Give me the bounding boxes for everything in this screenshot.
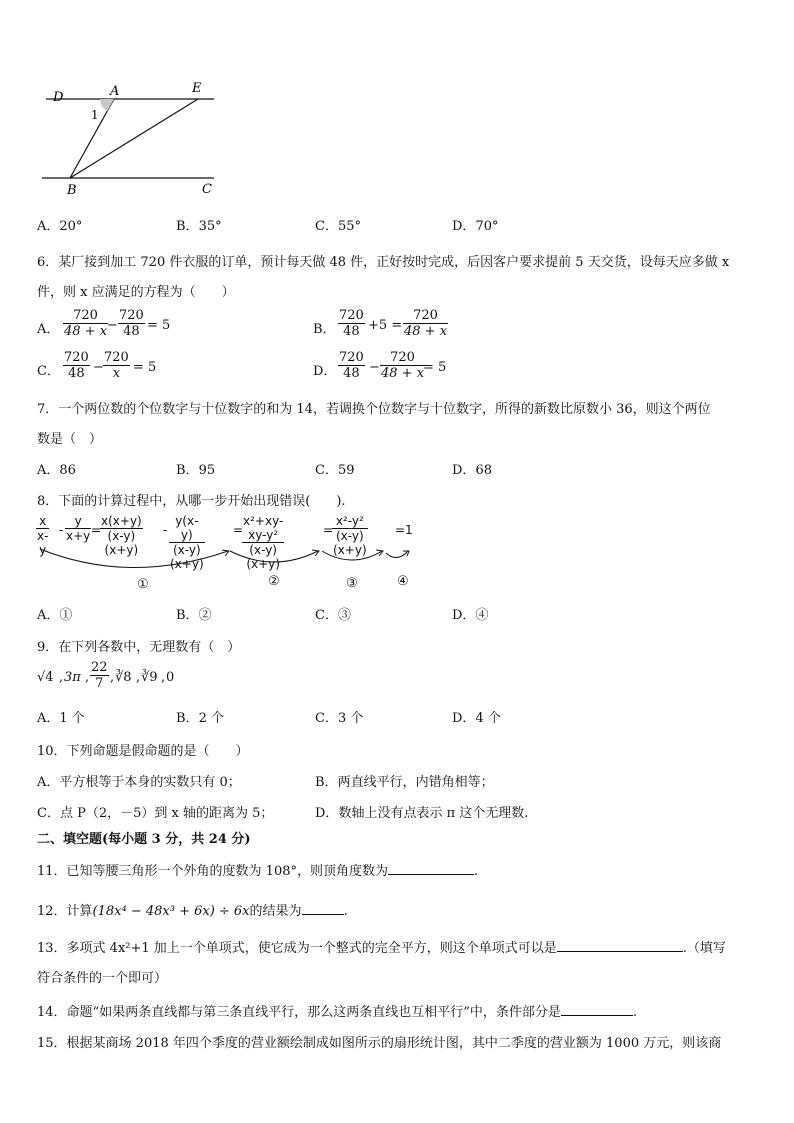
q9-sep-3: , [110,670,115,685]
q8-step-1: ① [137,577,149,592]
q11-end: . [474,864,479,879]
q5-option-a[interactable]: A．20° [37,219,83,234]
q8-step-3: ③ [346,576,358,591]
q8-option-b[interactable]: B．② [176,608,212,623]
q8-minus-1: - [59,523,64,537]
q6-c-eq: = 5 [133,360,157,375]
label-a: A [110,84,120,99]
geometry-figure [30,78,230,203]
q7-option-c[interactable]: C．59 [315,463,355,478]
q8-step-arrows [30,545,430,575]
q10-option-d[interactable]: D．数轴上没有点表示 π 这个无理数. [315,806,529,821]
q6-a-eq: = 5 [147,318,171,333]
q9-sqrt4: √4 [37,670,54,685]
q8-eq-3: = [323,523,334,537]
q6-c-letter: C． [37,364,60,379]
q6-b-plus-eq: +5 = [368,318,403,333]
q9-sep-1: , [59,670,64,685]
q6-stem-line-2: 件，则 x 应满足的方程为（ ） [37,285,235,300]
q7-option-d[interactable]: D．68 [452,463,492,478]
q8-step-4: ④ [397,574,409,589]
q14-end: . [632,1005,637,1020]
q5-option-c[interactable]: C．55° [315,219,361,234]
q11-line [37,860,478,879]
q9-option-c[interactable]: C．3 个 [315,711,364,726]
q8-frac-6: $\frac{\text{x²-y²}}{(x-y)(x+y)}$ [333,514,367,557]
q15-line-1: 15．根据某商场 2018 年四个季度的营业额绘制成如图所示的扇形统计图，其中二季度的营业额为 1000 万元，则该商 [37,1036,722,1051]
q6-b-frac-2: $\frac{720}{48 + x}$ [404,308,448,339]
q8-option-a[interactable]: A．① [37,608,73,623]
q14-answer-blank[interactable] [561,1003,633,1016]
q9-sep-2: , [85,670,90,685]
q8-step-2: ② [268,574,280,589]
segment-be [70,99,198,178]
q13-line-1 [37,937,726,956]
q9-zero: 0 [166,670,175,685]
arrow-step-2 [230,551,318,562]
q6-a-frac-1: $\frac{720}{48 + x}$ [64,308,108,339]
arrow-step-3 [322,551,382,560]
q7-option-b[interactable]: B．95 [176,463,216,478]
q8-frac-1: $\frac{x}{x-y}$ [37,514,49,557]
q8-eq-1: = [91,523,102,537]
q8-eq-4: =1 [395,523,413,537]
q12-line [37,900,348,919]
q6-a-minus: − [107,318,118,333]
q9-option-d[interactable]: D．4 个 [452,711,501,726]
q9-frac-22-7: $\frac{22}{7}$ [91,660,108,691]
label-e: E [192,81,202,96]
q11-answer-blank[interactable] [388,862,474,875]
q6-c-frac-2: $\frac{720}{x}$ [104,350,129,381]
q14-text: 14．命题“如果两条直线都与第三条直线平行，那么这两条直线也互相平行”中，条件部分是 [37,1005,561,1020]
q8-minus-2: - [163,523,168,537]
arrow-step-4 [386,551,408,558]
q7-stem-line-2: 数是（ ） [37,432,103,447]
label-angle-1: 1 [91,108,99,122]
q8-option-c[interactable]: C．③ [315,608,351,623]
q11-text: 11．已知等腰三角形一个外角的度数为 108°，则顶角度数为 [37,864,388,879]
q13-answer-blank[interactable] [557,939,683,952]
q14-line [37,1001,637,1020]
label-c: C [202,182,212,197]
q6-c-frac-1: $\frac{720}{48}$ [64,350,89,381]
q7-stem-line-1: 7．一个两位数的个位数字与十位数字的和为 14，若调换个位数字与十位数字，所得的新数比原数小 36，则这个两位 [37,402,711,417]
q9-sep-4: , [136,670,141,685]
angle-1-mark [100,99,114,111]
section-2-title: 二、填空题(每小题 3 分，共 24 分) [37,832,251,847]
q8-frac-2: $\frac{y}{x+y}$ [66,514,91,543]
q8-stem: 8．下面的计算过程中，从哪一步开始出现错误( ). [37,494,346,509]
arrow-step-1 [40,549,228,568]
q13-line1-end: .（填写 [682,941,726,956]
q10-stem: 10．下列命题是假命题的是（ ） [37,744,249,759]
q6-stem-line-1: 6．某厂接到加工 720 件衣服的订单，预计每天做 48 件，正好按时完成，后因客户要求提前 5 天交货，设每天应多做 x [37,255,730,270]
q6-c-minus: − [93,360,104,375]
q12-answer-blank[interactable] [302,902,344,915]
q5-option-d[interactable]: D．70° [452,219,499,234]
q13-line-2: 符合条件的一个即可） [37,971,168,986]
q8-option-d[interactable]: D．④ [452,608,489,623]
q9-sep-5: , [161,670,166,685]
q8-frac-3: $\frac{x(x+y)}{(x-y)(x+y)}$ [101,514,142,557]
q6-d-eq: = 5 [423,360,447,375]
q8-eq-2: = [233,523,244,537]
q8-frac-5: $\frac{\text{x²+xy-xy-y²}}{(x-y)(x+y)}$ [243,514,284,571]
q9-cbrt9: ∛9 [141,670,158,685]
q6-d-minus: − [369,360,380,375]
q8-frac-4: $\frac{y(x-y)}{(x-y)(x+y)}$ [170,514,204,571]
q6-d-letter: D． [313,364,337,379]
q5-option-b[interactable]: B．35° [176,219,222,234]
label-d: D [53,90,64,105]
q6-d-frac-1: $\frac{720}{48}$ [339,350,364,381]
q6-d-frac-2: $\frac{720}{48 + x}$ [381,350,425,381]
q10-option-c[interactable]: C．点 P（2，－5）到 x 轴的距离为 5； [37,806,274,821]
q9-3pi: 3π [64,670,81,685]
q10-option-a[interactable]: A．平方根等于本身的实数只有 0； [37,775,241,790]
q6-a-letter: A． [37,322,60,337]
q12-expression: (18x⁴ − 48x³ + 6x) ÷ 6x [92,904,250,919]
q13-text: 13．多项式 4x²+1 加上一个单项式，使它成为一个整式的完全平方，则这个单项式可以是 [37,941,557,956]
q6-b-letter: B． [313,322,336,337]
q7-option-a[interactable]: A．86 [37,463,76,478]
q12-suffix: 的结果为 [249,904,302,919]
q9-option-a[interactable]: A．1 个 [37,711,85,726]
label-b: B [67,183,77,198]
q9-option-b[interactable]: B．2 个 [176,711,224,726]
q9-cbrt8: ∛8 [115,670,132,685]
q6-b-frac-1: $\frac{720}{48}$ [339,308,364,339]
q9-stem: 9．在下列各数中，无理数有（ ） [37,640,241,655]
q12-end: . [343,904,348,919]
q6-a-frac-2: $\frac{720}{48}$ [119,308,144,339]
q10-option-b[interactable]: B．两直线平行，内错角相等； [315,775,494,790]
q12-prefix: 12．计算 [37,904,93,919]
